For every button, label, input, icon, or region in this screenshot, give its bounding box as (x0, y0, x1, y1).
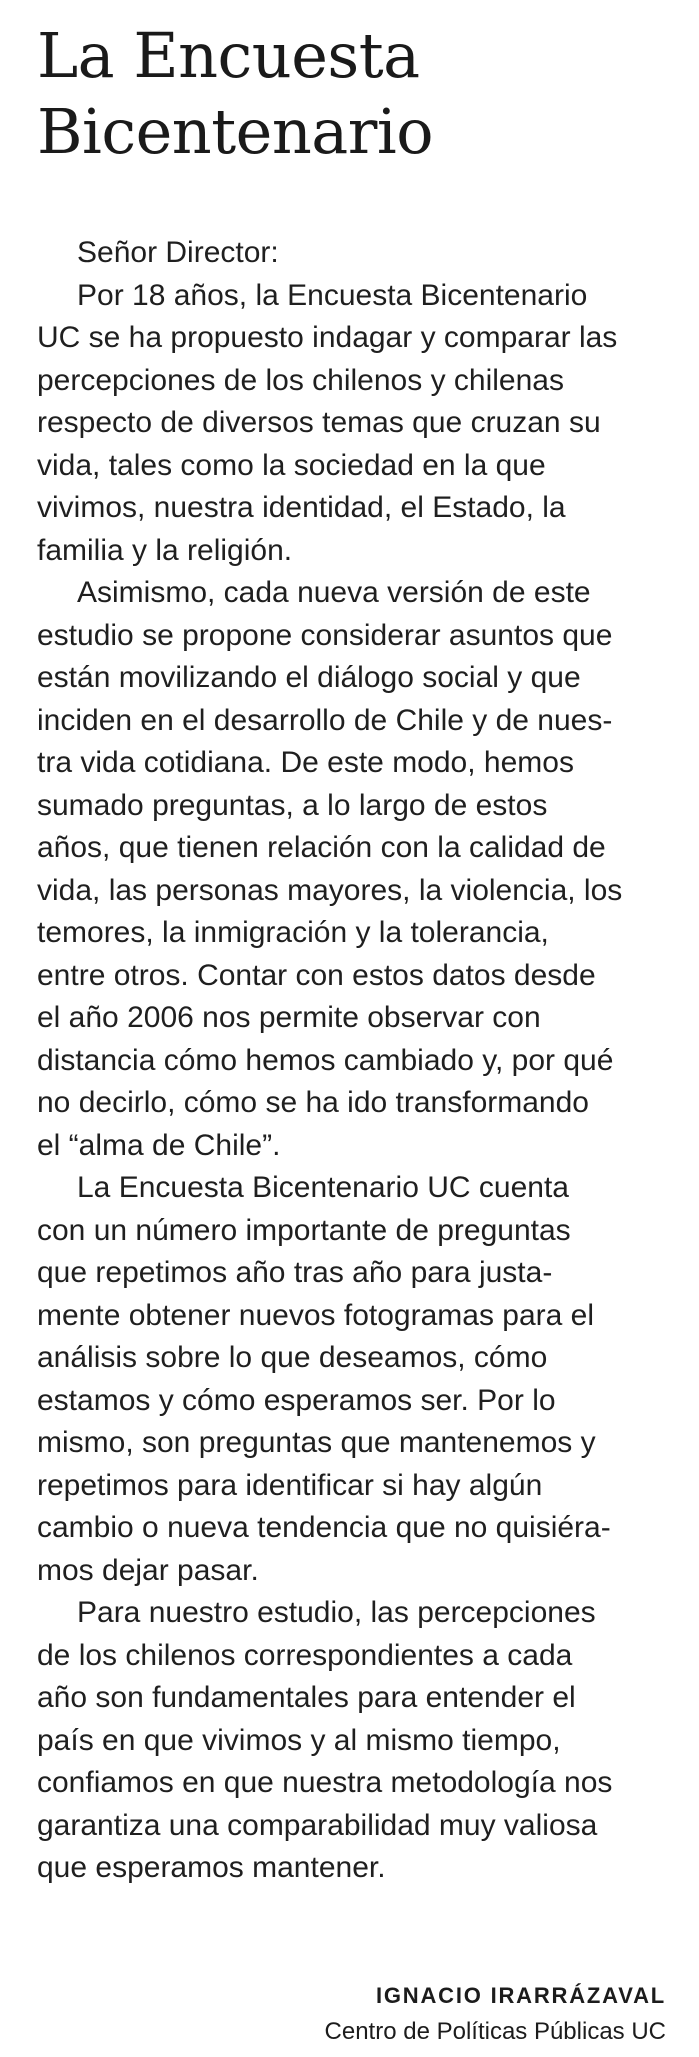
signature-block (325, 1979, 666, 2051)
body-line: mos dejar pasar. (37, 1553, 259, 1587)
body-line: cambio o nueva tendencia que no quisiéra- (37, 1511, 611, 1544)
body-line: años, que tienen relación con la calidad de (37, 831, 606, 864)
body-line: garantiza una comparabilidad muy valiosa (37, 1808, 598, 1842)
body-line: estamos y cómo esperamos ser. Por lo (37, 1383, 556, 1417)
body-line: análisis sobre lo que deseamos, cómo (37, 1341, 548, 1374)
author-organization: Centro de Políticas Públicas UC (324, 2018, 666, 2045)
body-line: mismo, son preguntas que mantenemos y (37, 1426, 596, 1459)
body-line: el “alma de Chile”. (37, 1128, 281, 1162)
body-line: de los chilenos correspondientes a cada (37, 1638, 573, 1672)
body-line: inciden en el desarrollo de Chile y de nues- (37, 703, 613, 737)
body-line: mente obtener nuevos fotogramas para el (37, 1298, 595, 1332)
title-line: La Encuesta (37, 19, 420, 92)
body-line: el año 2006 nos permite observar con (37, 1001, 541, 1034)
body-line: país en que vivimos y al mismo tiempo, (37, 1723, 561, 1757)
body-line: están movilizando el diálogo social y que (37, 661, 581, 694)
body-line: vida, tales como la sociedad en la que (37, 448, 546, 482)
body-line: La Encuesta Bicentenario UC cuenta (77, 1171, 569, 1204)
body-line: distancia cómo hemos cambiado y, por qué (37, 1043, 614, 1077)
letter-body (37, 232, 677, 1890)
body-line: no decirlo, cómo se ha ido transformando (37, 1086, 589, 1119)
body-line: sumado preguntas, a lo largo de estos (37, 788, 548, 822)
body-line: Por 18 años, la Encuesta Bicentenario (77, 278, 588, 312)
body-line: que repetimos año tras año para justa- (37, 1256, 553, 1289)
body-line: confiamos en que nuestra metodología nos (37, 1766, 613, 1799)
body-line: año son fundamentales para entender el (37, 1681, 576, 1714)
body-line: Asimismo, cada nueva versión de este (77, 576, 591, 609)
salutation: Señor Director: (77, 236, 279, 269)
title-line: Bicentenario (37, 95, 434, 168)
body-line: vida, las personas mayores, la violencia, los (37, 873, 623, 907)
author-name: IGNACIO IRARRÁZAVAL (375, 1983, 666, 2008)
body-line: Para nuestro estudio, las percepciones (77, 1596, 596, 1629)
body-line: repetimos para identificar si hay algún (37, 1468, 543, 1502)
body-line: respecto de diversos temas que cruzan su (37, 406, 601, 439)
body-line: vivimos, nuestra identidad, el Estado, la (37, 491, 566, 524)
body-line: familia y la religión. (37, 533, 293, 567)
body-line: que esperamos mantener. (37, 1851, 386, 1884)
body-line: temores, la inmigración y la tolerancia, (37, 916, 549, 949)
body-line: con un número importante de preguntas (37, 1213, 571, 1247)
body-line: UC se ha propuesto indagar y comparar las (37, 321, 618, 354)
body-line: entre otros. Contar con estos datos desde (37, 958, 596, 992)
body-line: estudio se propone considerar asuntos que (37, 618, 613, 652)
article-title (37, 18, 677, 170)
body-line: percepciones de los chilenos y chilenas (37, 363, 564, 397)
body-line: tra vida cotidiana. De este modo, hemos (37, 746, 574, 779)
